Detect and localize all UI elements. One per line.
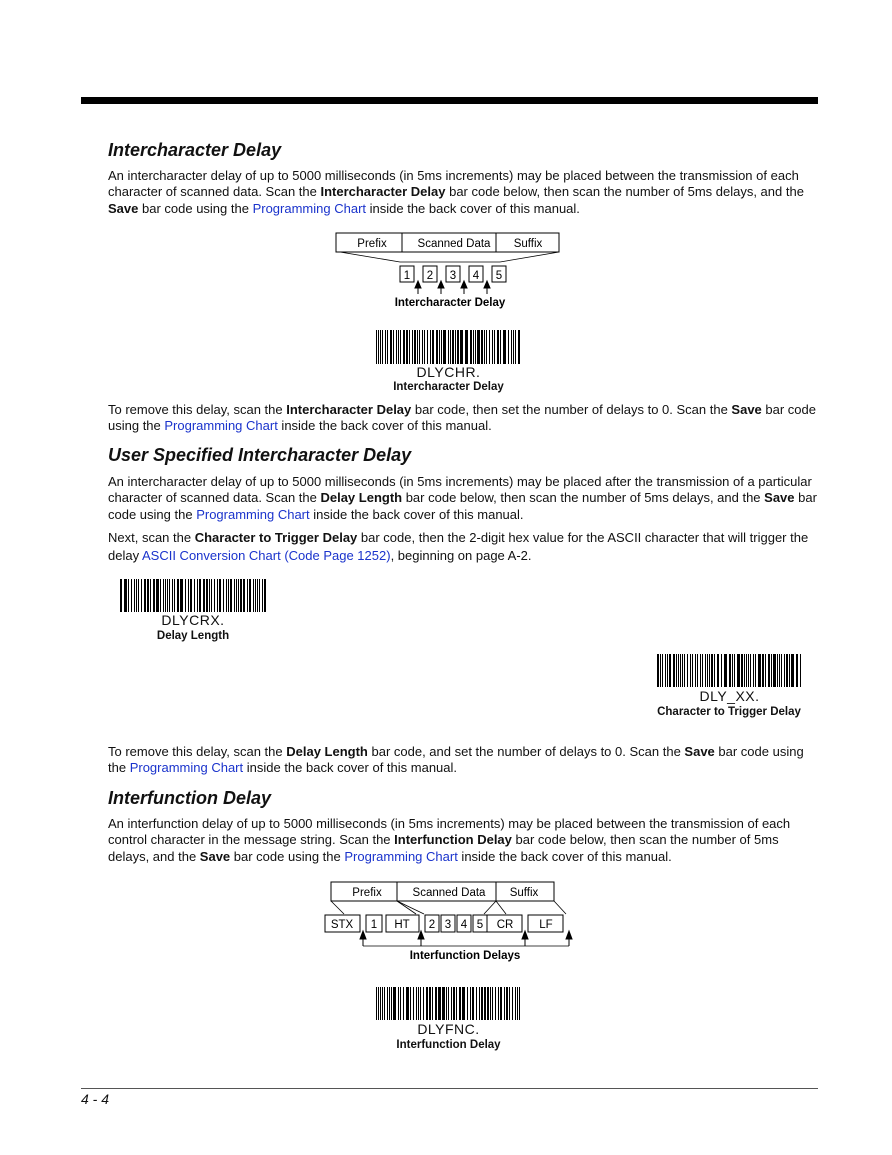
bold-term: Interfunction Delay — [394, 832, 512, 848]
box-4: 4 — [460, 919, 468, 931]
box-5: 5 — [495, 270, 503, 282]
scanned-data-label: Scanned Data — [417, 238, 491, 250]
barcode-label: Interfunction Delay — [396, 1039, 501, 1051]
page-number: 4 - 4 — [81, 1091, 110, 1107]
text: bar code using the — [230, 848, 345, 864]
programming-chart-link[interactable]: Programming Chart — [164, 418, 278, 434]
text: An intercharacter delay of up to 5000 milliseconds (in 5ms increments) may be placed after the transmission of a particular character of scanned data. Scan the — [108, 474, 812, 506]
barcode-dlychr[interactable] — [375, 330, 522, 364]
barcode-code-text: DLY_XX. — [699, 688, 760, 704]
bold-term: Intercharacter Delay — [320, 184, 446, 200]
remove-intercharacter-paragraph — [108, 402, 820, 435]
interfunction-diagram — [320, 878, 580, 964]
bold-term: Delay Length — [320, 490, 403, 506]
suffix-label: Suffix — [513, 238, 543, 250]
programming-chart-link[interactable]: Programming Chart — [129, 760, 244, 776]
text: bar code using the — [108, 490, 817, 522]
ascii-chart-link[interactable]: ASCII Conversion Chart (Code Page 1252) — [141, 548, 391, 563]
cr-box: CR — [496, 919, 514, 931]
text: An interfunction delay of up to 5000 milliseconds (in 5ms increments) may be placed between the transmission of each control character in the message string. Scan the — [108, 816, 791, 848]
scanned-data-label: Scanned Data — [412, 887, 486, 899]
bold-term: Delay Length — [286, 744, 368, 759]
box-2: 2 — [428, 919, 436, 931]
box-1: 1 — [370, 919, 378, 931]
stx-box: STX — [330, 919, 354, 931]
text: inside the back cover of this manual. — [277, 418, 492, 434]
text: , beginning on page A-2. — [390, 548, 532, 563]
barcode-label: Character to Trigger Delay — [657, 706, 801, 718]
suffix-label: Suffix — [509, 887, 539, 899]
text: bar code using the — [138, 200, 253, 216]
text: inside the back cover of this manual. — [457, 848, 672, 864]
intercharacter-diagram — [320, 228, 580, 312]
trigger-paragraph — [108, 529, 820, 565]
box-3: 3 — [444, 919, 452, 931]
box-2: 2 — [426, 270, 434, 282]
programming-chart-link[interactable]: Programming Chart — [344, 848, 458, 864]
barcode-label: Delay Length — [156, 630, 230, 642]
programming-chart-link[interactable]: Programming Chart — [196, 506, 310, 522]
text: bar code using the — [108, 402, 816, 434]
text: bar code, then set the number of delays to 0. Scan the — [411, 402, 732, 417]
bold-term: Save — [108, 200, 139, 216]
text: Next, scan the — [108, 530, 195, 545]
header-rule — [81, 97, 818, 104]
text: inside the back cover of this manual. — [309, 506, 524, 522]
box-5: 5 — [476, 919, 484, 931]
footer-rule — [81, 1088, 818, 1089]
bold-term: Character to Trigger Delay — [194, 530, 358, 545]
remove-user-delay-paragraph — [108, 744, 820, 777]
barcode-dlyfnc[interactable] — [375, 987, 522, 1020]
programming-chart-link[interactable]: Programming Chart — [252, 200, 367, 216]
bold-term: Save — [764, 490, 795, 506]
text: inside the back cover of this manual. — [243, 760, 458, 776]
text: bar code, and set the number of delays to 0. Scan the — [367, 744, 685, 759]
text: An intercharacter delay of up to 5000 milliseconds (in 5ms increments) may be placed between the transmission of each character of scanned data. Scan the — [108, 168, 799, 200]
diagram-caption: Interfunction Delays — [409, 950, 521, 962]
ht-box: HT — [394, 919, 410, 931]
text: inside the back cover of this manual. — [366, 200, 580, 216]
bold-term: Intercharacter Delay — [286, 402, 412, 417]
lf-box: LF — [539, 919, 553, 931]
user-specified-paragraph — [108, 474, 820, 523]
barcode-dlycrx[interactable] — [119, 579, 267, 612]
barcode-code-text: DLYCHR. — [416, 364, 481, 380]
intercharacter-paragraph — [108, 168, 820, 217]
section-heading-interfunction-delay: Interfunction Delay — [108, 788, 272, 808]
diagram-caption: Intercharacter Delay — [394, 297, 506, 309]
bold-term: Save — [684, 744, 715, 759]
text: bar code, then the 2-digit hex value for the ASCII character that will trigger the delay — [108, 530, 809, 563]
text: bar code below, then scan the number of 5ms delays, and the — [402, 490, 765, 506]
text: bar code using the — [108, 744, 804, 776]
interfunction-paragraph — [108, 816, 820, 865]
section-heading-intercharacter-delay: Intercharacter Delay — [108, 140, 282, 160]
text: To remove this delay, scan the — [108, 744, 287, 759]
box-1: 1 — [403, 270, 411, 282]
text: To remove this delay, scan the — [108, 402, 287, 417]
prefix-label: Prefix — [357, 238, 387, 250]
box-3: 3 — [449, 270, 457, 282]
text: bar code below, then scan the number of 5ms delays, and the — [445, 184, 804, 200]
prefix-label: Prefix — [352, 887, 382, 899]
barcode-code-text: DLYFNC. — [417, 1021, 480, 1037]
text: bar code below, then scan the number of 5ms delays, and the — [108, 832, 779, 864]
section-heading-user-specified: User Specified Intercharacter Delay — [108, 445, 412, 465]
barcode-label: Intercharacter Delay — [393, 381, 504, 393]
bold-term: Save — [731, 402, 762, 417]
bold-term: Save — [199, 848, 231, 864]
box-4: 4 — [472, 270, 480, 282]
barcode-code-text: DLYCRX. — [161, 612, 225, 628]
barcode-dly-xx[interactable] — [656, 654, 803, 687]
